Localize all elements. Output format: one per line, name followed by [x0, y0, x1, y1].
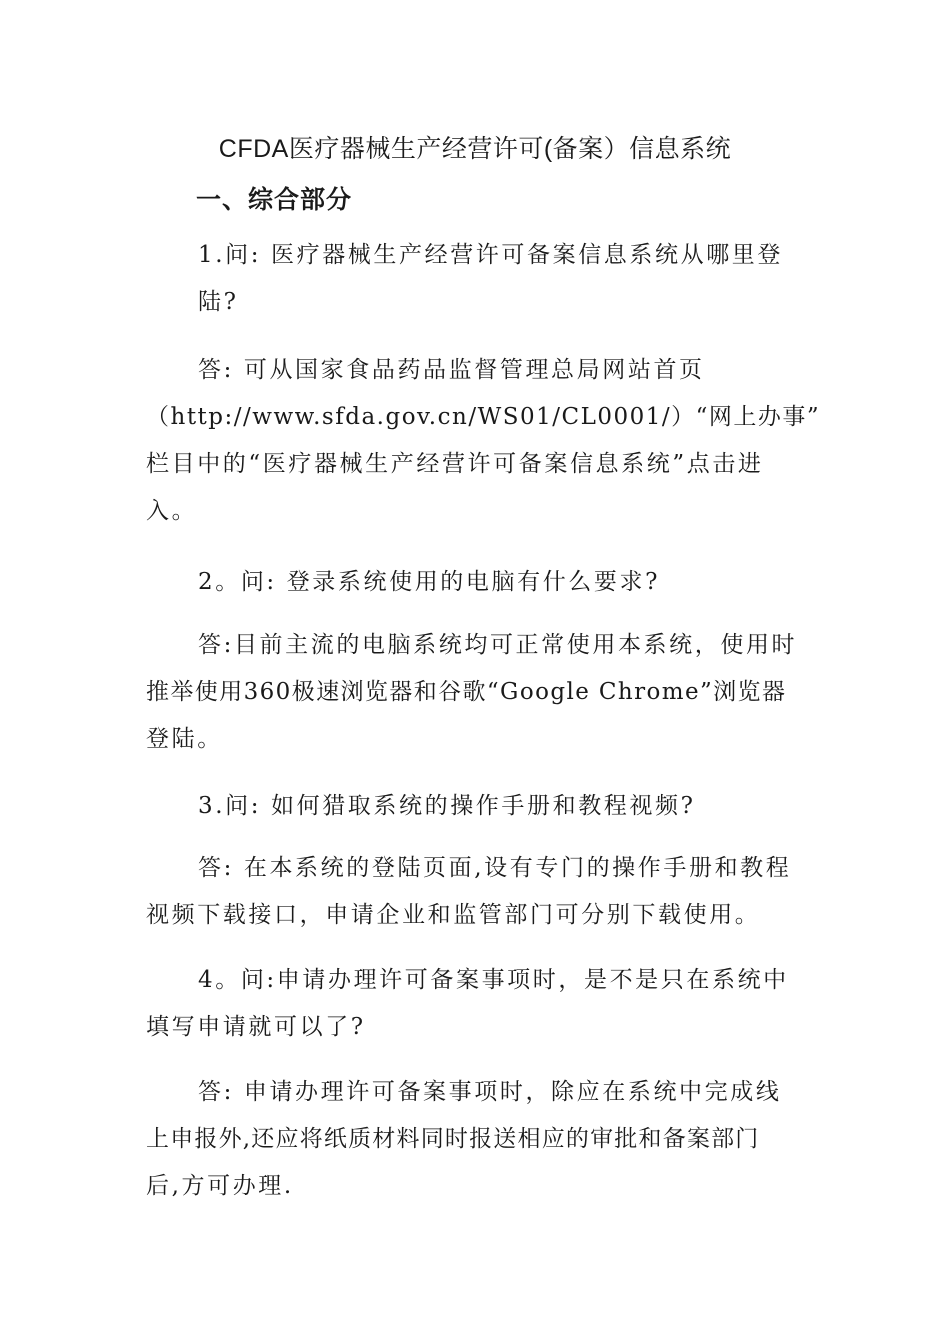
- paragraph-line: 4。问:申请办理许可备案事项时，是不是只在系统中: [198, 967, 789, 993]
- paragraph-line: 推举使用360极速浏览器和谷歌“Google Chrome”浏览器: [146, 679, 787, 705]
- document-title: CFDA医疗器械生产经营许可(备案）信息系统: [218, 135, 732, 163]
- paragraph-line: 陆?: [198, 289, 239, 315]
- paragraph-line: 后,方可办理.: [146, 1173, 294, 1199]
- paragraph-line: 答:目前主流的电脑系统均可正常使用本系统，使用时: [198, 632, 798, 658]
- question-4-paragraph: [146, 957, 796, 1051]
- answer-1-paragraph: [146, 347, 821, 535]
- question-3-paragraph: [146, 783, 796, 830]
- answer-3-paragraph: [146, 845, 796, 939]
- paragraph-line: （http://www.sfda.gov.cn/WS01/CL0001/）“网上办事”: [146, 404, 821, 430]
- question-2-paragraph: [146, 559, 796, 606]
- paragraph-line: 1.问: 医疗器械生产经营许可备案信息系统从哪里登: [198, 242, 784, 268]
- paragraph-line: 入。: [146, 498, 198, 524]
- paragraph-line: 填写申请就可以了?: [146, 1014, 366, 1040]
- section-heading: 一、综合部分: [196, 186, 353, 214]
- paragraph-line: 答: 在本系统的登陆页面,设有专门的操作手册和教程: [198, 855, 792, 881]
- paragraph-line: 视频下载接口，申请企业和监管部门可分别下载使用。: [146, 902, 761, 928]
- answer-2-paragraph: [146, 622, 796, 763]
- paragraph-line: 3.问: 如何猎取系统的操作手册和教程视频?: [198, 793, 696, 819]
- paragraph-line: 答: 可从国家食品药品监督管理总局网站首页: [198, 357, 705, 383]
- paragraph-line: 上申报外,还应将纸质材料同时报送相应的审批和备案部门: [146, 1126, 760, 1152]
- paragraph-line: 2。问: 登录系统使用的电脑有什么要求?: [198, 569, 661, 595]
- answer-4-paragraph: [146, 1069, 796, 1210]
- paragraph-line: 答: 申请办理许可备案事项时，除应在系统中完成线: [198, 1079, 782, 1105]
- question-1-paragraph: [146, 232, 796, 326]
- paragraph-line: 登陆。: [146, 726, 223, 752]
- paragraph-line: 栏目中的“医疗器械生产经营许可备案信息系统”点击进: [146, 451, 764, 477]
